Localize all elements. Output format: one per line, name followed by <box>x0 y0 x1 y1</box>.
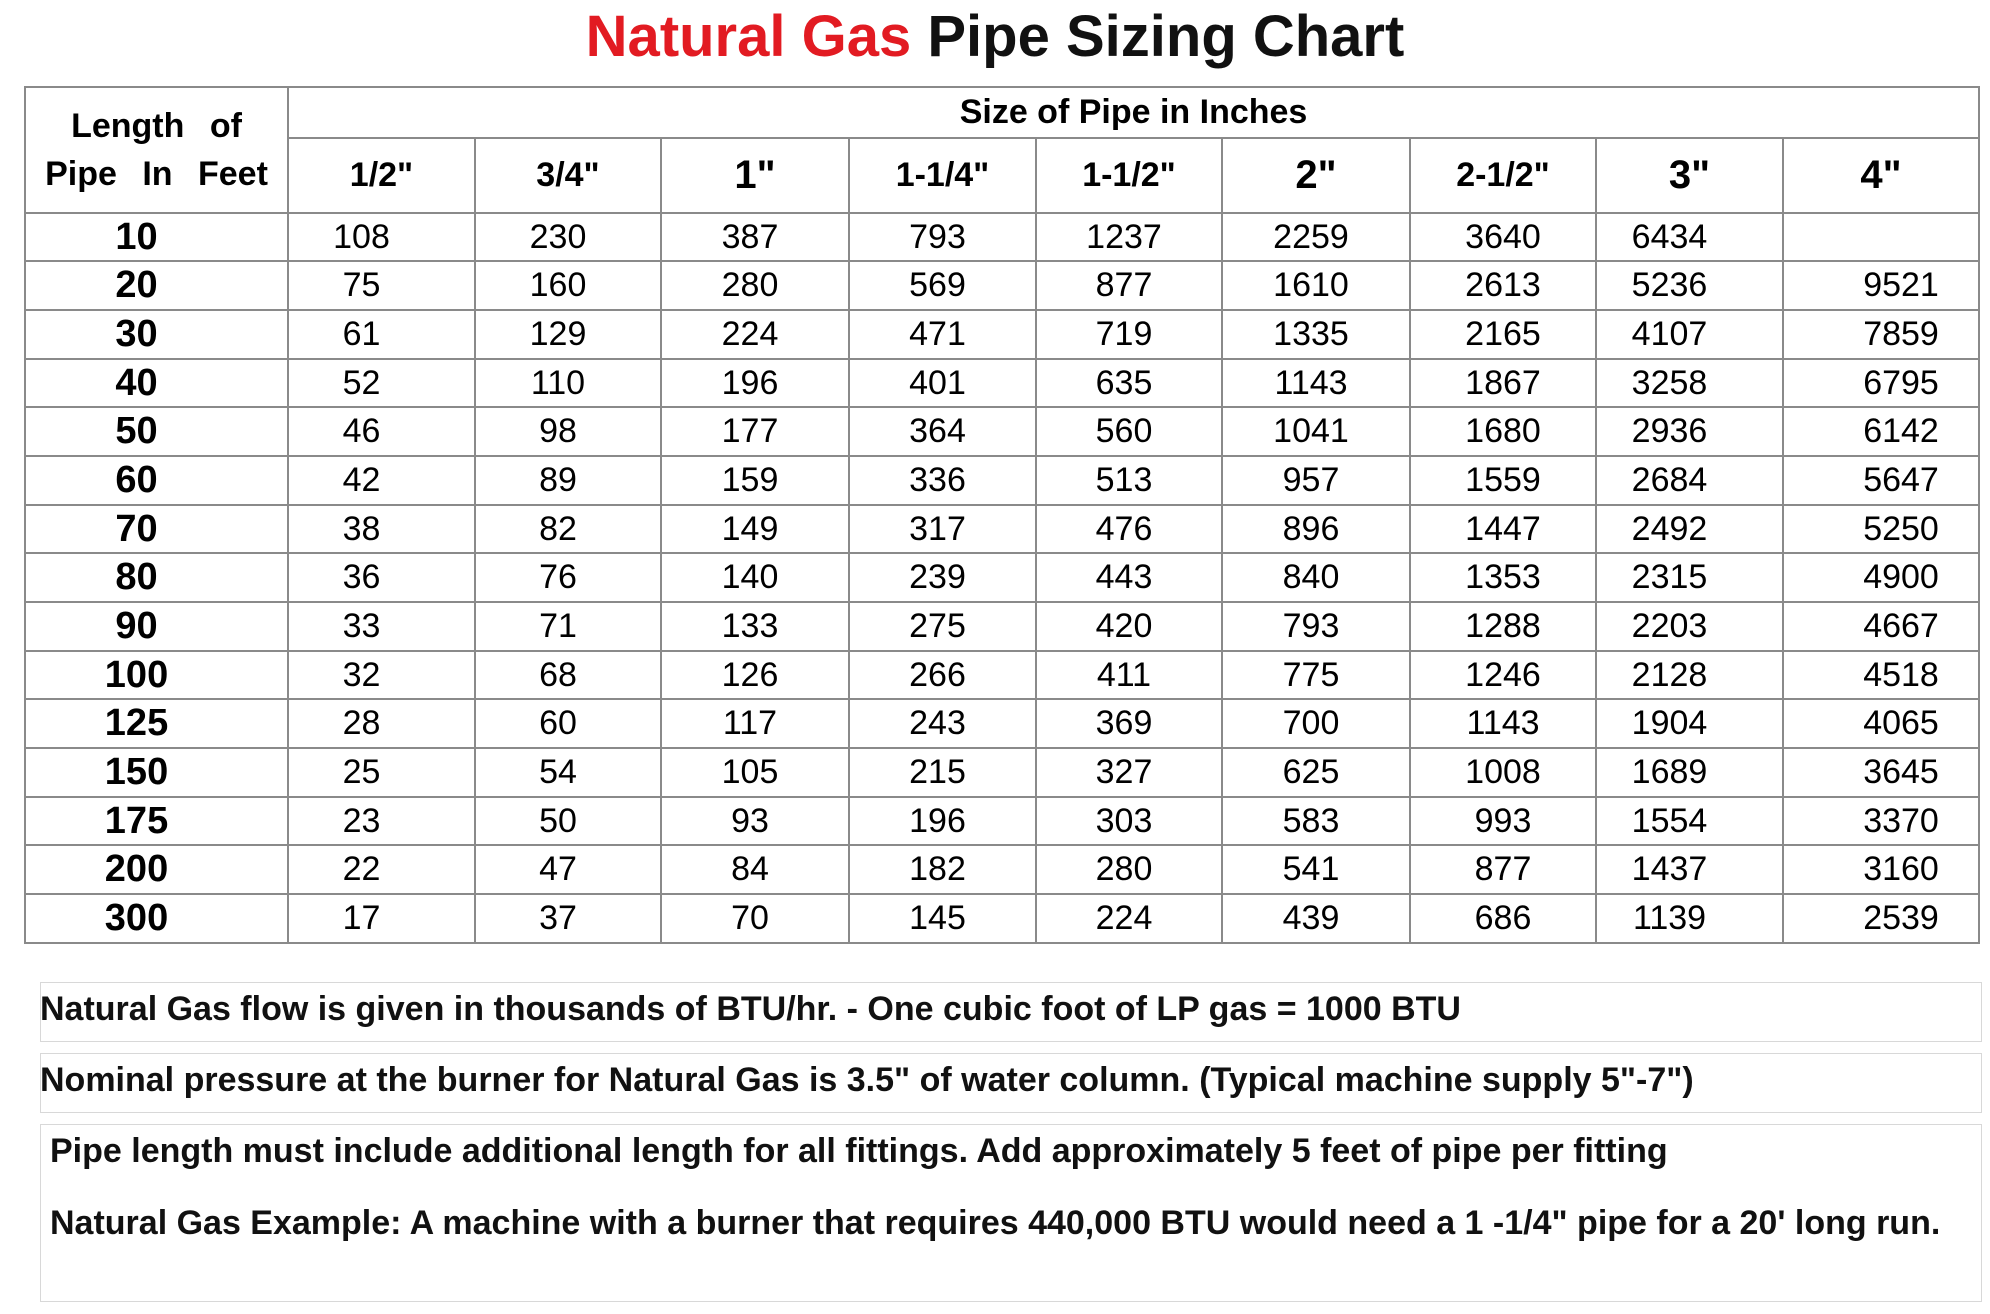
table-row <box>25 261 1979 310</box>
capacity-cell: 1559 <box>1410 456 1596 505</box>
capacity-cell: 686 <box>1410 894 1596 943</box>
capacity-cell: 42 <box>288 456 475 505</box>
capacity-cell: 877 <box>1036 261 1222 310</box>
table-row <box>25 359 1979 408</box>
table-row <box>25 845 1979 894</box>
capacity-cell: 2315 <box>1596 553 1783 602</box>
pipe-length-cell: 175 <box>25 797 288 846</box>
capacity-cell: 275 <box>849 602 1036 651</box>
capacity-cell: 61 <box>288 310 475 359</box>
capacity-cell: 336 <box>849 456 1036 505</box>
capacity-cell: 6434 <box>1596 213 1783 262</box>
capacity-cell: 303 <box>1036 797 1222 846</box>
capacity-cell: 3645 <box>1783 748 1979 797</box>
capacity-cell: 4107 <box>1596 310 1783 359</box>
capacity-cell: 110 <box>475 359 661 408</box>
capacity-cell: 443 <box>1036 553 1222 602</box>
capacity-cell: 52 <box>288 359 475 408</box>
size-header: Size of Pipe in Inches <box>288 87 1979 138</box>
capacity-cell: 36 <box>288 553 475 602</box>
note-fittings: Pipe length must include additional length for all fittings. Add approximately 5 feet of pipe per fitting <box>50 1132 1668 1170</box>
capacity-cell: 2128 <box>1596 651 1783 700</box>
capacity-cell: 6795 <box>1783 359 1979 408</box>
table-row <box>25 651 1979 700</box>
pipe-length-cell: 10 <box>25 213 288 262</box>
capacity-cell: 476 <box>1036 505 1222 554</box>
capacity-cell: 159 <box>661 456 849 505</box>
capacity-cell: 182 <box>849 845 1036 894</box>
pipe-size-header: 1" <box>661 138 849 213</box>
capacity-cell: 1237 <box>1036 213 1222 262</box>
capacity-cell: 93 <box>661 797 849 846</box>
title-natural-gas: Natural Gas <box>585 4 912 69</box>
capacity-cell: 7859 <box>1783 310 1979 359</box>
capacity-cell: 5236 <box>1596 261 1783 310</box>
pipe-length-cell: 100 <box>25 651 288 700</box>
table-row <box>25 407 1979 456</box>
capacity-cell: 1904 <box>1596 699 1783 748</box>
table-row <box>25 213 1979 262</box>
capacity-cell: 33 <box>288 602 475 651</box>
capacity-cell: 420 <box>1036 602 1222 651</box>
capacity-cell: 3258 <box>1596 359 1783 408</box>
capacity-cell: 1008 <box>1410 748 1596 797</box>
capacity-cell: 47 <box>475 845 661 894</box>
capacity-cell: 37 <box>475 894 661 943</box>
capacity-cell: 82 <box>475 505 661 554</box>
pipe-length-cell: 150 <box>25 748 288 797</box>
pipe-size-header: 4" <box>1783 138 1979 213</box>
capacity-cell: 4065 <box>1783 699 1979 748</box>
capacity-cell: 117 <box>661 699 849 748</box>
capacity-cell: 89 <box>475 456 661 505</box>
length-header <box>25 87 288 213</box>
capacity-cell: 327 <box>1036 748 1222 797</box>
capacity-cell: 369 <box>1036 699 1222 748</box>
capacity-cell: 411 <box>1036 651 1222 700</box>
capacity-cell: 2613 <box>1410 261 1596 310</box>
capacity-cell: 2203 <box>1596 602 1783 651</box>
capacity-cell: 84 <box>661 845 849 894</box>
header-row-sizes <box>25 138 1979 213</box>
capacity-cell: 1139 <box>1596 894 1783 943</box>
capacity-cell: 22 <box>288 845 475 894</box>
capacity-cell: 1689 <box>1596 748 1783 797</box>
capacity-cell: 3640 <box>1410 213 1596 262</box>
capacity-cell: 569 <box>849 261 1036 310</box>
capacity-cell: 280 <box>1036 845 1222 894</box>
capacity-cell: 149 <box>661 505 849 554</box>
pipe-size-header: 1-1/4" <box>849 138 1036 213</box>
capacity-cell: 2684 <box>1596 456 1783 505</box>
capacity-cell: 46 <box>288 407 475 456</box>
capacity-cell: 60 <box>475 699 661 748</box>
note-pressure: Nominal pressure at the burner for Natural Gas is 3.5" of water column. (Typical machine supply 5"-7") <box>40 1061 1694 1099</box>
table-row <box>25 505 1979 554</box>
table-row <box>25 553 1979 602</box>
pipe-length-cell: 200 <box>25 845 288 894</box>
capacity-cell: 4667 <box>1783 602 1979 651</box>
capacity-cell: 17 <box>288 894 475 943</box>
pipe-length-cell: 300 <box>25 894 288 943</box>
capacity-cell: 2539 <box>1783 894 1979 943</box>
capacity-cell: 239 <box>849 553 1036 602</box>
capacity-cell: 387 <box>661 213 849 262</box>
pipe-length-cell: 125 <box>25 699 288 748</box>
capacity-cell: 196 <box>849 797 1036 846</box>
table-row <box>25 699 1979 748</box>
capacity-cell: 775 <box>1222 651 1410 700</box>
length-header-line1: Length of <box>71 106 242 145</box>
capacity-cell: 3370 <box>1783 797 1979 846</box>
capacity-cell: 471 <box>849 310 1036 359</box>
capacity-cell: 317 <box>849 505 1036 554</box>
capacity-cell: 140 <box>661 553 849 602</box>
pipe-length-cell: 90 <box>25 602 288 651</box>
capacity-cell: 75 <box>288 261 475 310</box>
capacity-cell: 160 <box>475 261 661 310</box>
capacity-cell: 54 <box>475 748 661 797</box>
capacity-cell: 896 <box>1222 505 1410 554</box>
capacity-cell: 224 <box>661 310 849 359</box>
table-row <box>25 602 1979 651</box>
capacity-cell: 364 <box>849 407 1036 456</box>
capacity-cell: 3160 <box>1783 845 1979 894</box>
capacity-cell: 243 <box>849 699 1036 748</box>
capacity-cell: 541 <box>1222 845 1410 894</box>
capacity-cell: 719 <box>1036 310 1222 359</box>
capacity-cell: 215 <box>849 748 1036 797</box>
capacity-cell: 1437 <box>1596 845 1783 894</box>
pipe-length-cell: 60 <box>25 456 288 505</box>
capacity-cell: 177 <box>661 407 849 456</box>
capacity-cell: 71 <box>475 602 661 651</box>
note-flow: Natural Gas flow is given in thousands of BTU/hr. - One cubic foot of LP gas = 1000 BTU <box>40 990 1461 1028</box>
capacity-cell: 993 <box>1410 797 1596 846</box>
pipe-size-header: 2-1/2" <box>1410 138 1596 213</box>
capacity-cell: 76 <box>475 553 661 602</box>
capacity-cell: 2165 <box>1410 310 1596 359</box>
capacity-cell: 2936 <box>1596 407 1783 456</box>
capacity-cell: 32 <box>288 651 475 700</box>
capacity-cell: 401 <box>849 359 1036 408</box>
capacity-cell: 1288 <box>1410 602 1596 651</box>
capacity-cell: 224 <box>1036 894 1222 943</box>
table-row <box>25 456 1979 505</box>
capacity-cell: 625 <box>1222 748 1410 797</box>
capacity-cell: 5647 <box>1783 456 1979 505</box>
capacity-cell: 793 <box>849 213 1036 262</box>
table-body <box>25 87 1979 943</box>
capacity-cell: 957 <box>1222 456 1410 505</box>
pipe-size-header: 1/2" <box>288 138 475 213</box>
pipe-length-cell: 50 <box>25 407 288 456</box>
capacity-cell: 38 <box>288 505 475 554</box>
capacity-cell: 1353 <box>1410 553 1596 602</box>
pipe-length-cell: 80 <box>25 553 288 602</box>
pipe-size-header: 1-1/2" <box>1036 138 1222 213</box>
capacity-cell: 560 <box>1036 407 1222 456</box>
pipe-size-header: 3" <box>1596 138 1783 213</box>
capacity-cell: 25 <box>288 748 475 797</box>
capacity-cell: 108 <box>288 213 475 262</box>
capacity-cell: 126 <box>661 651 849 700</box>
capacity-cell: 1041 <box>1222 407 1410 456</box>
title-pipe-sizing-chart: Pipe Sizing Chart <box>927 4 1405 69</box>
capacity-cell: 4900 <box>1783 553 1979 602</box>
capacity-cell: 98 <box>475 407 661 456</box>
capacity-cell: 50 <box>475 797 661 846</box>
capacity-cell: 583 <box>1222 797 1410 846</box>
capacity-cell: 700 <box>1222 699 1410 748</box>
capacity-cell <box>1783 213 1979 262</box>
table-row <box>25 310 1979 359</box>
capacity-cell: 133 <box>661 602 849 651</box>
pipe-size-header: 3/4" <box>475 138 661 213</box>
table-row <box>25 797 1979 846</box>
capacity-cell: 1867 <box>1410 359 1596 408</box>
pipe-length-cell: 70 <box>25 505 288 554</box>
capacity-cell: 1143 <box>1222 359 1410 408</box>
capacity-cell: 877 <box>1410 845 1596 894</box>
capacity-cell: 1447 <box>1410 505 1596 554</box>
capacity-cell: 4518 <box>1783 651 1979 700</box>
capacity-cell: 129 <box>475 310 661 359</box>
capacity-cell: 23 <box>288 797 475 846</box>
capacity-cell: 439 <box>1222 894 1410 943</box>
page-title <box>0 2 1990 72</box>
capacity-cell: 1680 <box>1410 407 1596 456</box>
capacity-cell: 68 <box>475 651 661 700</box>
header-row-top <box>25 87 1979 138</box>
capacity-cell: 280 <box>661 261 849 310</box>
capacity-cell: 145 <box>849 894 1036 943</box>
pipe-length-cell: 40 <box>25 359 288 408</box>
capacity-cell: 105 <box>661 748 849 797</box>
pipe-length-cell: 30 <box>25 310 288 359</box>
capacity-cell: 5250 <box>1783 505 1979 554</box>
capacity-cell: 840 <box>1222 553 1410 602</box>
capacity-cell: 70 <box>661 894 849 943</box>
capacity-cell: 9521 <box>1783 261 1979 310</box>
capacity-cell: 1335 <box>1222 310 1410 359</box>
capacity-cell: 2492 <box>1596 505 1783 554</box>
pipe-size-header: 2" <box>1222 138 1410 213</box>
capacity-cell: 513 <box>1036 456 1222 505</box>
capacity-cell: 1554 <box>1596 797 1783 846</box>
pipe-sizing-table <box>24 86 1980 944</box>
pipe-length-cell: 20 <box>25 261 288 310</box>
capacity-cell: 1610 <box>1222 261 1410 310</box>
capacity-cell: 793 <box>1222 602 1410 651</box>
capacity-cell: 230 <box>475 213 661 262</box>
capacity-cell: 1143 <box>1410 699 1596 748</box>
note-example: Natural Gas Example: A machine with a burner that requires 440,000 BTU would need a 1 -1/4" pipe for a 20' long run. <box>50 1204 1941 1242</box>
length-header-line2: Pipe In Feet <box>45 154 268 193</box>
capacity-cell: 196 <box>661 359 849 408</box>
capacity-cell: 1246 <box>1410 651 1596 700</box>
table-row <box>25 748 1979 797</box>
table-row <box>25 894 1979 943</box>
capacity-cell: 28 <box>288 699 475 748</box>
capacity-cell: 6142 <box>1783 407 1979 456</box>
capacity-cell: 635 <box>1036 359 1222 408</box>
capacity-cell: 266 <box>849 651 1036 700</box>
capacity-cell: 2259 <box>1222 213 1410 262</box>
